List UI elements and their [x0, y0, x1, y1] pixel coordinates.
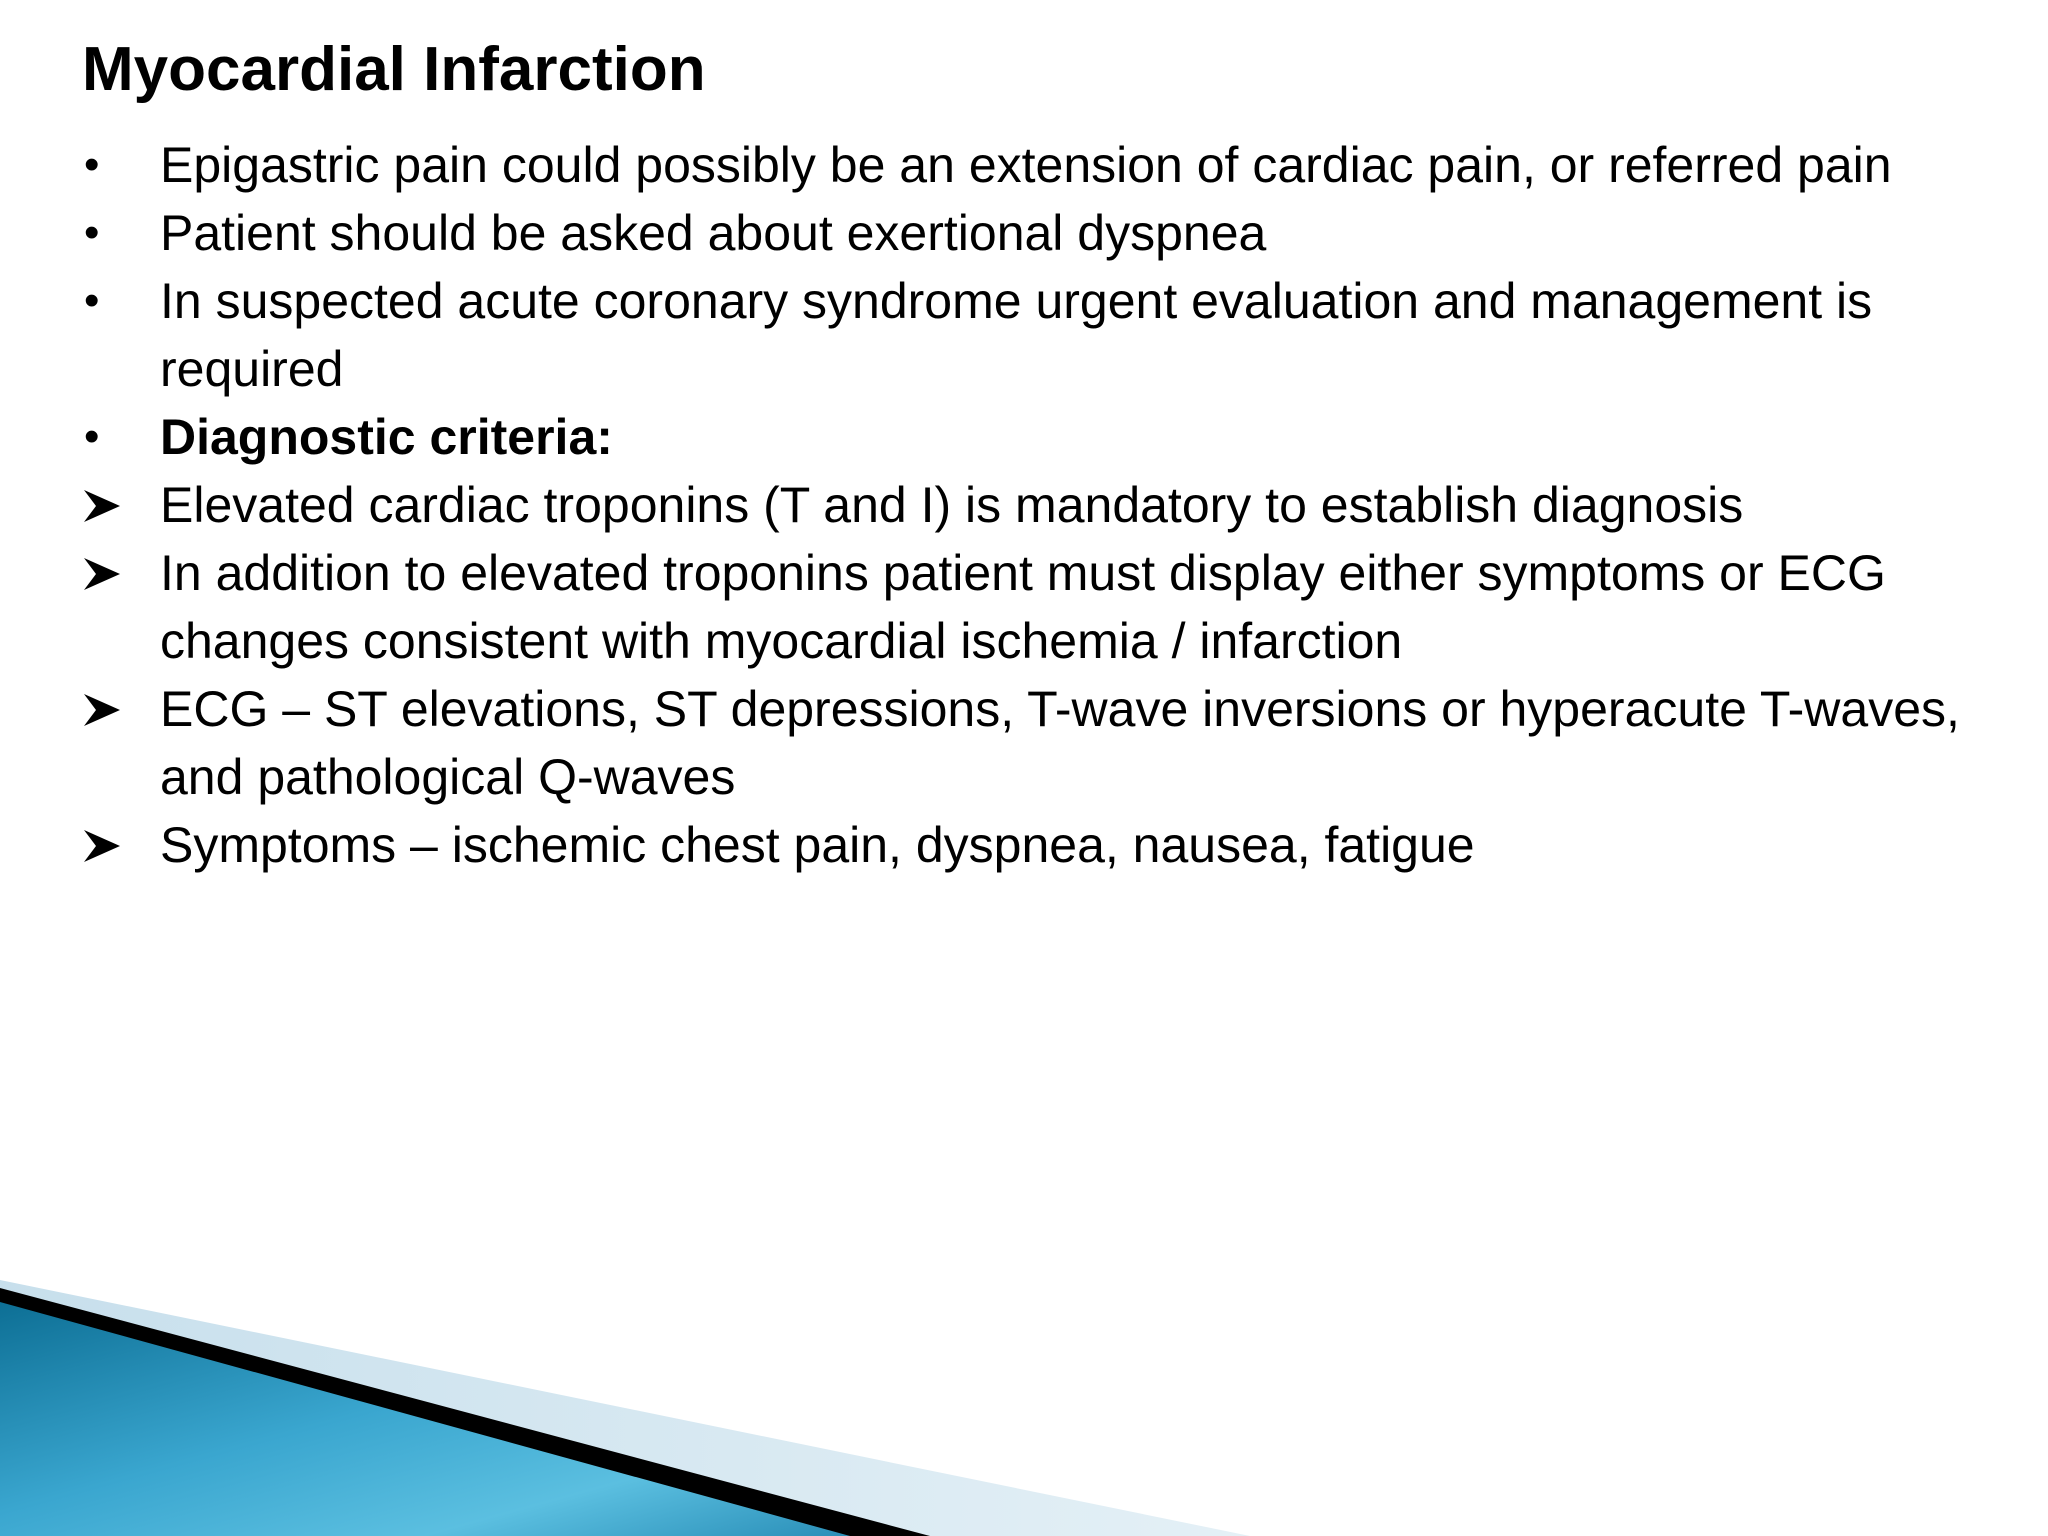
arrow-bullet-icon	[82, 471, 132, 539]
slide-title: Myocardial Infarction	[82, 35, 706, 104]
list-item-text: ECG – ST elevations, ST depressions, T-wave inversions or hyperacute T-waves, and pathological Q-waves	[160, 681, 1960, 805]
list-item-text: Symptoms – ischemic chest pain, dyspnea, nausea, fatigue	[160, 817, 1475, 873]
list-item	[82, 539, 1982, 675]
list-item	[82, 199, 1982, 267]
list-item-text: Patient should be asked about exertional dyspnea	[160, 205, 1267, 261]
bullet-icon: •	[84, 140, 100, 189]
bullet-icon: •	[84, 276, 100, 325]
bullet-list	[82, 131, 1982, 879]
list-item-text: Elevated cardiac troponins (T and I) is mandatory to establish diagnosis	[160, 477, 1744, 533]
bullet-icon: •	[84, 208, 100, 257]
list-item	[82, 267, 1982, 403]
diagnostic-criteria-heading: Diagnostic criteria:	[160, 409, 613, 465]
list-item	[82, 131, 1982, 199]
list-item-text: Epigastric pain could possibly be an extension of cardiac pain, or referred pain	[160, 137, 1892, 193]
list-item	[82, 471, 1982, 539]
list-item-text: In addition to elevated troponins patient must display either symptoms or ECG changes consistent with myocardial ischemia / infarction	[160, 545, 1886, 669]
list-item	[82, 811, 1982, 879]
wave-decoration	[0, 1280, 2048, 1536]
arrow-bullet-icon	[82, 811, 132, 879]
list-item	[82, 403, 1982, 471]
bullet-icon: •	[84, 412, 100, 461]
list-item-text: In suspected acute coronary syndrome urgent evaluation and management is required	[160, 273, 1873, 397]
arrow-bullet-icon	[82, 539, 132, 607]
list-item	[82, 675, 1982, 811]
arrow-bullet-icon	[82, 675, 132, 743]
